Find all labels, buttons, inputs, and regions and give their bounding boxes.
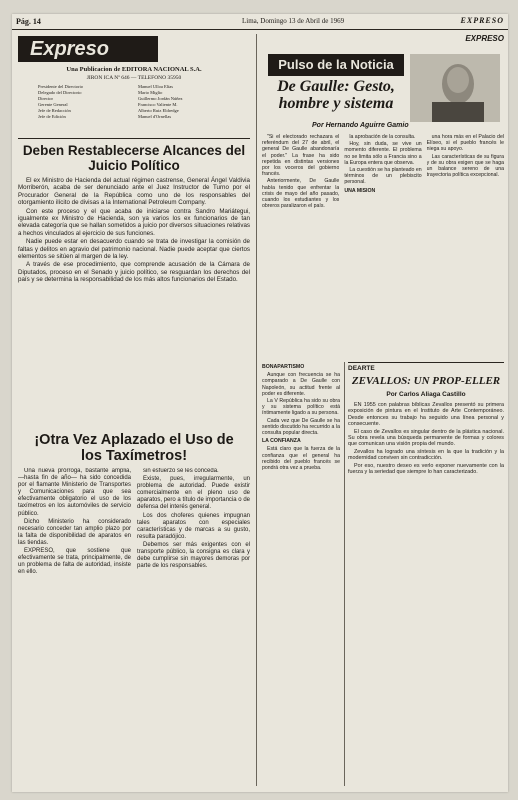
staff-row: Presidente del Directorio Manuel Ulloa Elías <box>38 84 173 89</box>
column-divider <box>344 362 345 786</box>
article-paragraph: la aprobación de la consulta. <box>349 134 416 140</box>
article-juicio-politico <box>18 138 250 428</box>
address-line: JIRON ICA Nº 646 — TELEFONO 35950 <box>86 75 182 81</box>
article-paragraph: sin esfuerzo se les conceda. <box>143 468 219 474</box>
staff-row: Jefe de Redacción Alberto Ruiz Eldredge <box>38 108 179 113</box>
staff-row: Jefe de Edición Manuel d'Ornellas <box>38 114 172 119</box>
article-paragraph: La cuestión se ha planteado en términos de un plebiscito personal. <box>344 167 422 186</box>
article-byline: Por Carlos Aliaga Castillo <box>386 391 466 398</box>
article-paragraph: Nadie puede estar en desacuerdo cuando se trata de investigar la comisión de faltas y delitos en agravio del patrimonio nacional. Nadie puede aceptar que ciertos elementos se sitúen al margen de la ley. <box>18 238 250 261</box>
newspaper-name: EXPRESO <box>460 16 504 25</box>
article-paragraph: Las características de su figura y de su obra exigen que se haga un balance sereno de una trayectoria política excepcional. <box>426 153 504 179</box>
section-subhead: LA CONFIANZA <box>262 438 301 445</box>
article-paragraph: El caso de Zevallos es singular dentro de la plástica nacional. Su obra revela una búsqueda permanente de formas y colores que comunican una visión propia del mundo. <box>348 428 504 448</box>
article-paragraph: Una nueva prórroga, bastante amplia, —hasta fin de año— ha sido concedida por el flamante Ministerio de Transportes y Comunicaciones para que sea efectivamente obligatorio el uso de los taxímetros en los automóviles de servicio público. <box>18 468 131 517</box>
article-headline: Deben Restablecerse Alcances del Juicio Político <box>22 143 246 173</box>
publisher-line: Una Publicacion de EDITORA NACIONAL S.A. <box>66 66 202 73</box>
article-paragraph: EXPRESO, que sostiene que efectivamente se trata, principalmente, de un problema de falta de autoridad, insiste en ello. <box>18 548 131 576</box>
column-divider <box>256 34 257 786</box>
article-headline: ¡Otra Vez Aplazado el Uso de los Taxímetros! <box>34 432 234 464</box>
staff-row: Delegado del Directorio Mario Miglio <box>38 90 163 95</box>
article-body <box>18 177 250 284</box>
article-headline: ZEVALLOS: UN PROP-ELLER <box>351 375 501 387</box>
staff-row: Director Guillermo Jordán Núñez <box>38 96 183 101</box>
section-subhead: UNA MISION <box>344 187 376 194</box>
article-column <box>137 468 250 778</box>
article-paragraph: La V República ha sido su obra y su sistema político está íntimamente ligado a su persona. <box>262 398 340 417</box>
section-subhead: BONAPARTISMO <box>262 364 305 370</box>
article-paragraph: El ex Ministro de Hacienda del actual régimen castrense, General Ángel Valdivia Morriberón, acaba de ser denunciado ante el Juez Instructor de Turno por el Procurador General de la República como uno de los responsables del otorgamiento ilícito de divisas a la International Petroleum Company. <box>18 177 250 207</box>
newspaper-page <box>12 14 508 792</box>
article-paragraph: Debemos ser más exigentes con el transporte público, la consigna es clara y debe cumplirse sin mayores demoras por parte de los responsables. <box>137 541 250 570</box>
expreso-logo: Expreso <box>18 36 158 62</box>
article-column <box>427 134 504 362</box>
article-column <box>262 134 339 362</box>
page-date: Lima, Domingo 13 de Abril de 1969 <box>242 17 345 25</box>
article-byline: Por Hernando Aguirre Gamio <box>312 122 409 129</box>
article-zevallos <box>348 362 504 786</box>
article-paragraph: Los dos choferes quienes impugnan tales aparatos con especiales características y de marcas a su gusto, resulta paradójico. <box>137 512 250 540</box>
article-paragraph: Aunque con frecuencia se ha comparado a De Gaulle con Napoleón, su actitud frente al poder es diferente. <box>262 372 340 397</box>
article-headline: De Gaulle: Gesto, hombre y sistema <box>277 78 395 112</box>
article-column <box>18 468 131 778</box>
article-paragraph: Dicho Ministerio ha considerado necesario conceder tan amplio plazo por la falta de disponibilidad de aparatos en las tiendas. <box>18 518 131 546</box>
staff-row: Gerente General Francisco Valiente M. <box>38 102 178 107</box>
article-columns <box>18 468 250 778</box>
article-paragraph: una hora más en el Palacio del Elíseo, si el pueblo francés le niega su apoyo. <box>426 134 504 153</box>
article-paragraph: Anteriormente, De Gaulle había tenido que enfrentar la crisis de mayo del año pasado, cuando los estudiantes y los obreros paralizaron el país. <box>262 178 340 210</box>
portrait-photo <box>410 54 500 122</box>
article-column <box>262 362 340 786</box>
page-number: Pág. 14 <box>16 17 41 26</box>
section-kicker: DEARTE <box>348 362 504 372</box>
article-body <box>348 402 504 782</box>
article-paragraph: EN 1955 con palabras bíblicas Zevallos presentó su primera exposición de pintura en el Instituto de Arte Contemporáneo. Desde entonces su trabajo ha seguido una línea personal y consecuente. <box>348 402 504 428</box>
column-title: Pulso de la Noticia <box>268 54 404 76</box>
portrait-image <box>410 54 500 122</box>
article-paragraph: Hoy, sin duda, se vive un momento diferente. El problema no se limita sólo a Francia sino a la Europa entera que observa. <box>344 141 422 166</box>
article-paragraph: Existe, pues, irregularmente, un problema de autoridad. Puede existir comercialmente en el pleno uso de aparatos, pero a título de importancia o de defensa del interés general. <box>137 476 250 511</box>
article-column <box>344 134 421 362</box>
article-paragraph: Está claro que la fuerza de la confianza que el general ha recibido del pueblo francés se pondrá otra vez a prueba. <box>262 446 340 472</box>
staff-list <box>38 84 238 120</box>
article-paragraph: Con este proceso y el que acaba de iniciarse contra Sandro Mariátegui, igualmente ex Ministro de Hacienda, son ya varios los ex funcionarios de tan elevada categoría que se hallan sometidos a juicio por diversos situaciones relativas a hechos vinculados al ejercicio de sus funciones. <box>18 207 250 237</box>
page-header <box>12 14 508 30</box>
article-paragraph: Cada vez que De Gaulle se ha sentido discutido ha recurrido a la consulta popular directa. <box>262 417 340 437</box>
article-paragraph: A través de ese procedimiento, que comprende acusación de la Cámara de Diputados, proceso en el Senado y juicio político, se resguardan los derechos del país y se determina la responsabilidad de los más altos funcionarios del Estado. <box>18 261 250 284</box>
article-paragraph: "Si el electorado rechazara el referéndum del 27 de abril, el general De Gaulle abandonaría el poder." La frase ha sido repetida en distintas versiones por los voceros del gobierno francés. <box>262 134 340 178</box>
masthead <box>18 36 250 136</box>
right-header <box>262 34 504 52</box>
newspaper-name: EXPRESO <box>465 34 504 43</box>
de-gaulle-columns <box>262 134 504 362</box>
article-paragraph: Por eso, nuestro deseo es verlo exponer nuevamente con la fuerza y la seriedad que siempre lo han caracterizado. <box>348 462 504 476</box>
article-paragraph: Zevallos ha logrado una síntesis en la que la tradición y la modernidad conviven sin contradicción. <box>348 448 504 462</box>
article-taximetros <box>18 430 250 788</box>
